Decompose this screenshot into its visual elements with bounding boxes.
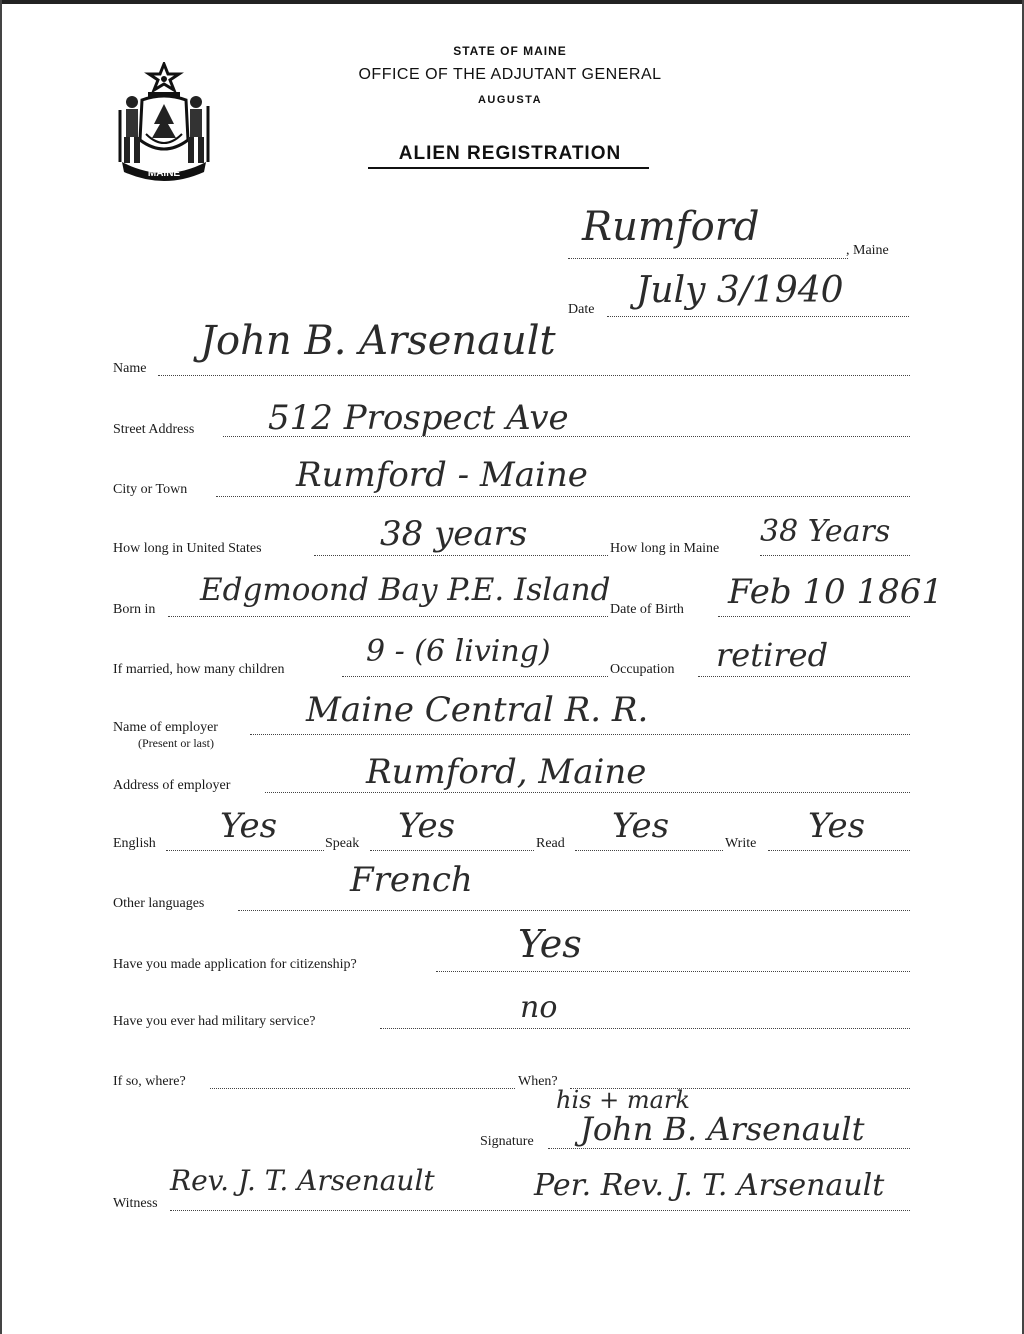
title-underline — [368, 167, 649, 169]
employer-label: Name of employer — [113, 720, 218, 735]
seal-label: MAINE — [147, 168, 181, 179]
born-line — [168, 616, 608, 617]
maine-line — [760, 555, 910, 556]
occupation-label: Occupation — [610, 662, 675, 677]
form-title: ALIEN REGISTRATION — [398, 143, 622, 164]
when-label: When? — [518, 1074, 558, 1089]
signature-label: Signature — [480, 1134, 534, 1149]
town-value: Rumford — [582, 204, 760, 250]
scan-edge-top — [0, 0, 1024, 4]
date-label: Date — [568, 302, 595, 317]
where-label: If so, where? — [113, 1074, 186, 1089]
occupation-line — [698, 676, 910, 677]
employer-value: Maine Central R. R. — [306, 690, 649, 730]
maine-suffix: , Maine — [846, 243, 889, 258]
where-line — [210, 1088, 515, 1089]
signature-mark: his + mark — [556, 1086, 690, 1114]
dob-label: Date of Birth — [610, 602, 684, 617]
signature-line — [548, 1148, 910, 1149]
read-value: Yes — [612, 806, 670, 846]
english-label: English — [113, 836, 156, 851]
military-line — [380, 1028, 910, 1029]
witness-label: Witness — [113, 1196, 158, 1211]
date-value: July 3/1940 — [636, 270, 844, 311]
employer-address-line — [265, 792, 910, 793]
children-line — [342, 676, 608, 677]
date-line — [607, 316, 909, 317]
children-label: If married, how many children — [113, 662, 285, 677]
born-value: Edgmoond Bay P.E. Island — [200, 572, 611, 608]
speak-line — [370, 850, 534, 851]
write-line — [768, 850, 910, 851]
speak-value: Yes — [398, 806, 456, 846]
english-value: Yes — [220, 806, 278, 846]
per-value: Per. Rev. J. T. Arsenault — [534, 1168, 885, 1203]
write-label: Write — [725, 836, 757, 851]
employer-address-label: Address of employer — [113, 778, 231, 793]
children-value: 9 - (6 living) — [366, 634, 551, 669]
city-label: City or Town — [113, 482, 188, 497]
us-value: 38 years — [380, 514, 528, 554]
other-lang-label: Other languages — [113, 896, 205, 911]
read-line — [575, 850, 723, 851]
other-lang-value: French — [350, 860, 473, 900]
born-label: Born in — [113, 602, 156, 617]
maine-value: 38 Years — [760, 514, 891, 549]
employer-sublabel: (Present or last) — [138, 736, 214, 750]
write-value: Yes — [808, 806, 866, 846]
military-label: Have you ever had military service? — [113, 1014, 316, 1029]
witness-value: Rev. J. T. Arsenault — [170, 1164, 435, 1197]
citizenship-label: Have you made application for citizenship? — [113, 957, 357, 972]
speak-label: Speak — [325, 836, 360, 851]
english-line — [166, 850, 324, 851]
name-line — [158, 375, 910, 376]
city-heading: AUGUSTA — [477, 94, 543, 106]
office-heading: OFFICE OF THE ADJUTANT GENERAL — [358, 66, 662, 83]
state-heading: STATE OF MAINE — [453, 44, 567, 58]
citizenship-line — [436, 971, 910, 972]
name-label: Name — [113, 361, 147, 376]
us-label: How long in United States — [113, 541, 262, 556]
street-label: Street Address — [113, 422, 195, 437]
witness-line — [170, 1210, 910, 1211]
signature-value: John B. Arsenault — [580, 1110, 865, 1148]
town-line — [568, 258, 848, 259]
employer-line — [250, 734, 910, 735]
dob-value: Feb 10 1861 — [728, 572, 944, 612]
city-line — [216, 496, 910, 497]
military-value: no — [520, 990, 558, 1025]
read-label: Read — [536, 836, 565, 851]
other-lang-line — [238, 910, 910, 911]
name-value: John B. Arsenault — [200, 318, 556, 364]
city-value: Rumford - Maine — [296, 455, 588, 495]
maine-label: How long in Maine — [610, 541, 720, 556]
us-line — [314, 555, 608, 556]
dob-line — [718, 616, 910, 617]
citizenship-value: Yes — [518, 922, 582, 966]
street-value: 512 Prospect Ave — [268, 398, 569, 438]
employer-address-value: Rumford, Maine — [366, 752, 647, 792]
occupation-value: retired — [716, 636, 829, 674]
scan-edge-left — [0, 0, 2, 1334]
